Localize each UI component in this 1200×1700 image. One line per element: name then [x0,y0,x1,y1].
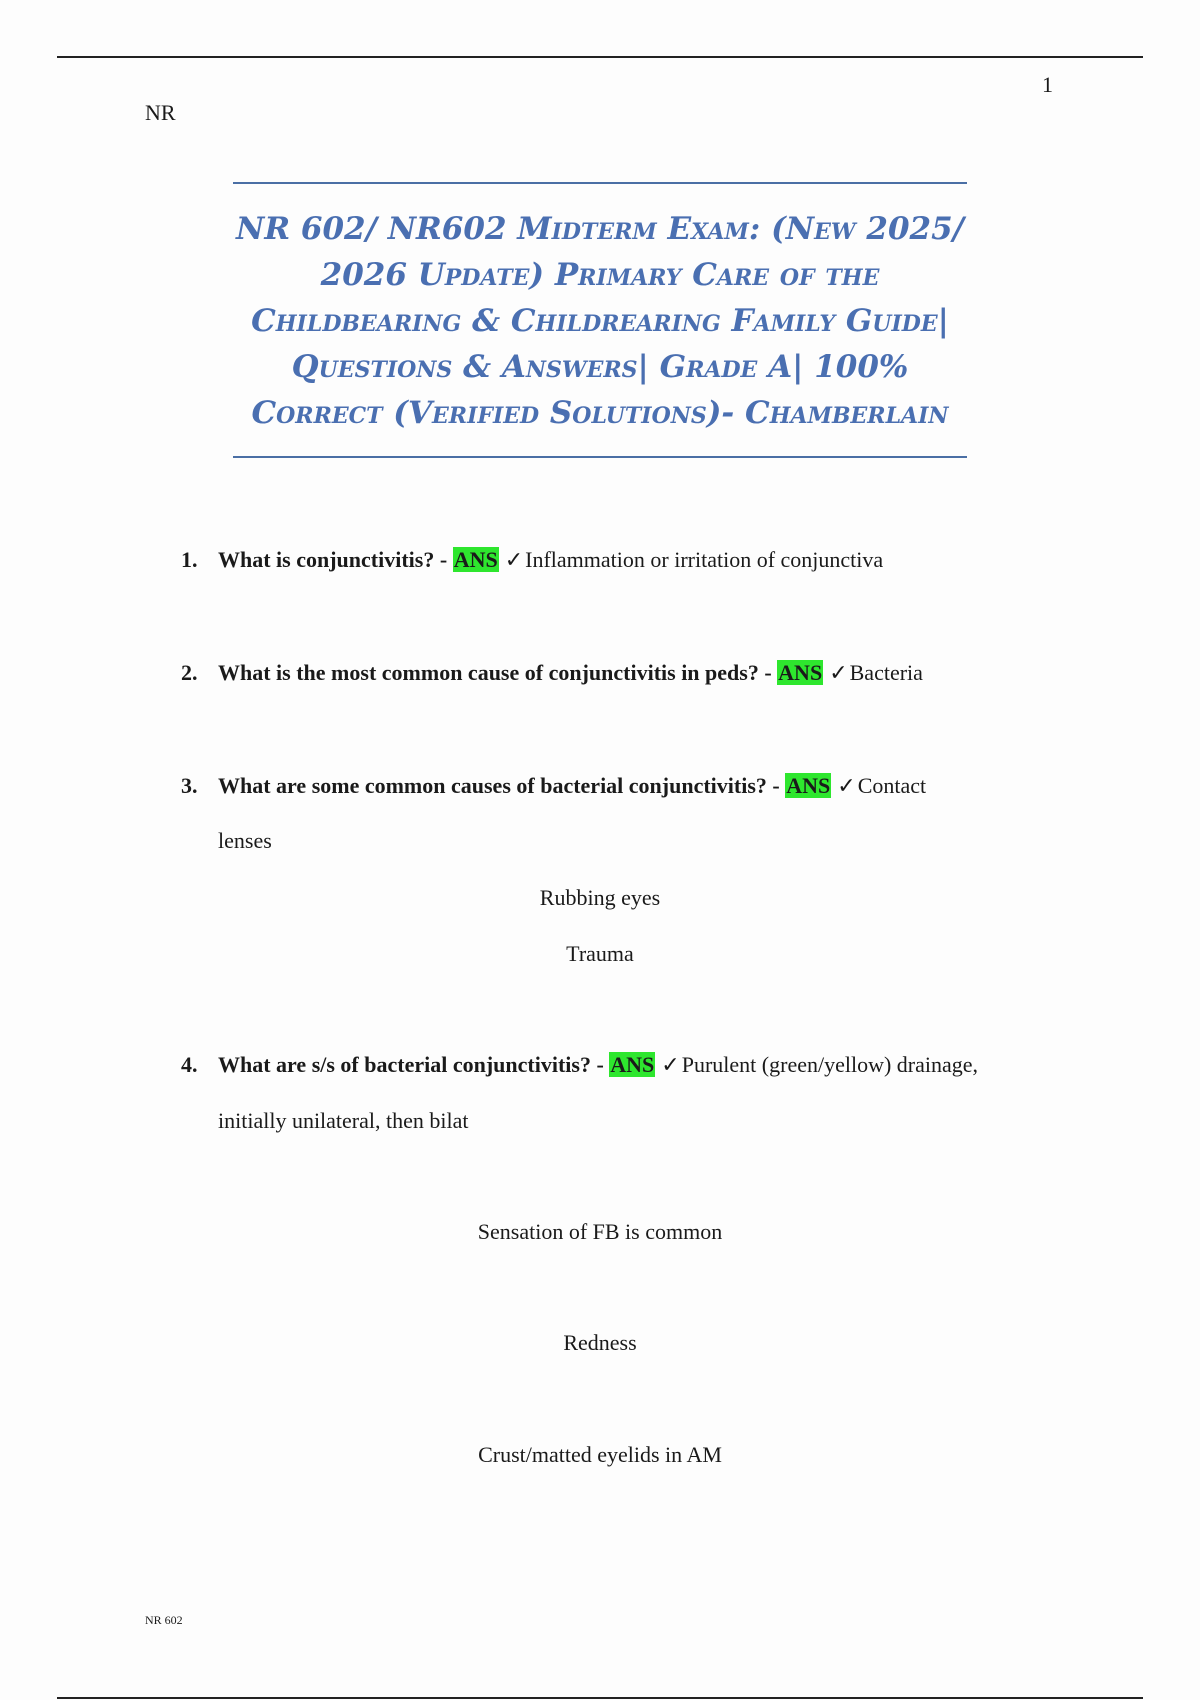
page-number: 1 [1042,72,1053,97]
ans-highlight: ANS [786,773,831,798]
header-rule [57,56,1143,58]
title-line: Questions & Answers| Grade A| 100% [291,349,909,385]
document-title [233,206,967,436]
footer-rule [57,1697,1143,1699]
question-item [181,546,883,574]
question-text: What is conjunctivitis? - [218,547,453,572]
title-line: Correct (Verified Solutions)- Chamberlain [251,395,949,431]
answer-text: Inflammation or irritation of conjunctiva [525,547,884,572]
answer-text: Bacteria [849,660,923,685]
answer-item: Trauma [566,941,634,966]
checkmark-icon: ✓ [837,773,856,798]
question-number: 1. [181,547,198,572]
question-number: 2. [181,660,198,685]
ans-highlight: ANS [778,660,823,685]
question-item [181,659,923,687]
title-line: NR 602/ NR602 Midterm Exam: (New 2025/ [235,211,964,247]
question-number: 4. [181,1052,198,1077]
answer-item: Crust/matted eyelids in AM [478,1442,722,1467]
question-text: What are some common causes of bacterial conjunctivitis? - [218,773,786,798]
checkmark-icon: ✓ [661,1052,680,1077]
running-footer: NR 602 [145,1613,183,1627]
answer-item: Rubbing eyes [539,885,661,910]
answer-item: Sensation of FB is common [477,1219,723,1244]
ans-highlight: ANS [610,1052,655,1077]
title-line: Childbearing & Childrearing Family Guide| [251,303,949,339]
answer-continuation: lenses [218,828,272,853]
answer-text: Contact [857,773,927,798]
question-text: What are s/s of bacterial conjunctivitis? - [218,1052,610,1077]
checkmark-icon: ✓ [504,547,524,572]
answer-text: Purulent (green/yellow) drainage, [681,1052,979,1077]
question-text: What is the most common cause of conjunctivitis in peds? - [218,660,778,685]
question-item [181,1051,978,1079]
title-line: 2026 Update) Primary Care of the [320,257,880,293]
question-number: 3. [181,773,198,798]
question-item [181,772,926,800]
checkmark-icon: ✓ [829,660,848,685]
answer-continuation: initially unilateral, then bilat [218,1108,469,1133]
title-block [233,182,967,458]
ans-highlight: ANS [453,547,498,572]
answer-item: Redness [563,1330,637,1355]
running-header: NR [145,100,176,125]
